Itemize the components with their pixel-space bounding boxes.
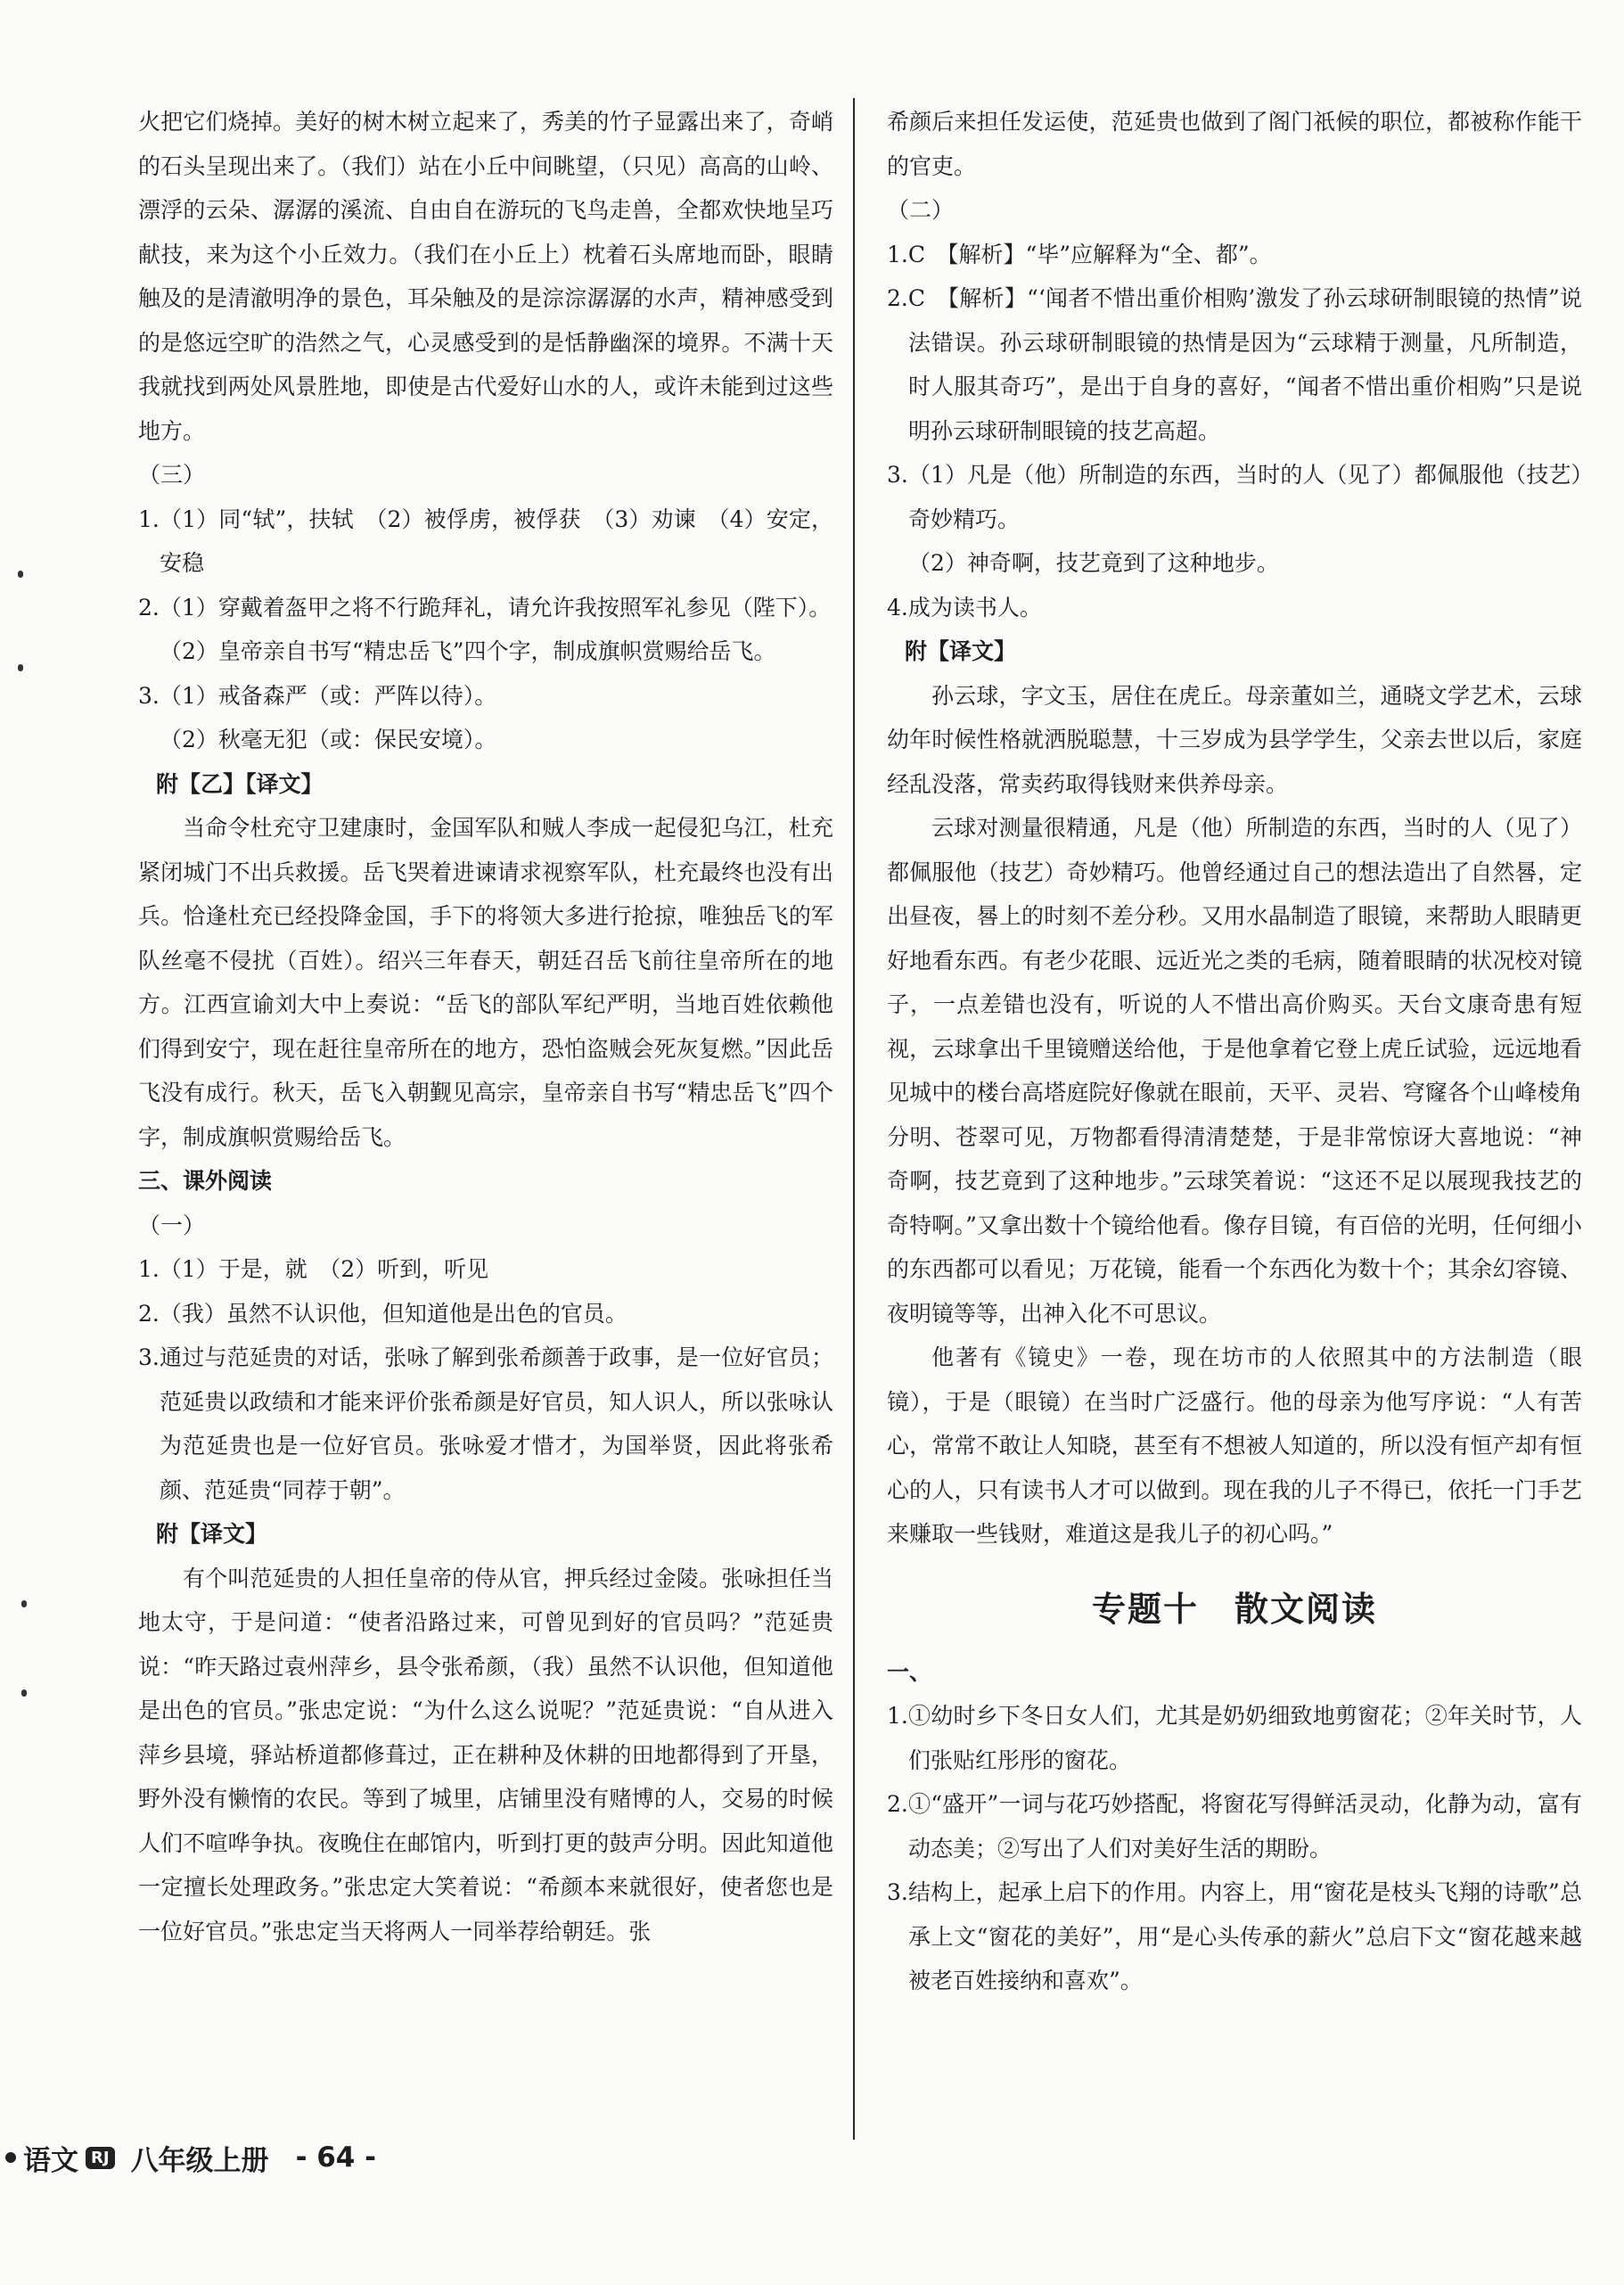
bullet-icon <box>5 2152 16 2163</box>
margin-mark <box>21 1600 27 1607</box>
translation-label: 附【乙】【译文】 <box>156 770 324 797</box>
footer-grade: 八年级上册 <box>130 2144 269 2177</box>
answer-item: 2.（1）穿戴着盔甲之将不行跪拜礼，请允许我按照军礼参见（陛下）。 <box>138 594 832 621</box>
text-paragraph: （二） <box>887 197 955 223</box>
section-heading: 三、课外阅读 <box>138 1168 273 1194</box>
answer-item: 4.成为读书人。 <box>887 594 1042 621</box>
text-paragraph: 当命令杜充守卫建康时，金国军队和贼人李成一起侵犯乌江，杜充紧闭城门不出兵救援。岳飞哭着进谏请求视察军队，杜充最终也没有出兵。恰逢杜充已经投降金国，手下的将领大多进行抢掠，唯独岳飞的军队丝毫不侵扰（百姓）。绍兴三年春天，朝廷召岳飞前往皇帝所在的地方。江西宣谕刘大中上奏说：“岳飞的部队军纪严明，当地百姓依赖他们得到安宁，现在赶往皇帝所在的地方，恐怕盗贼会死灰复燃。”因此岳飞没有成行。秋天，岳飞入朝觐见高宗，皇帝亲自书写“精忠岳飞”四个字，制成旗帜赏赐给岳飞。 <box>138 815 833 1150</box>
translation-label: 附【译文】 <box>156 1521 268 1547</box>
text-paragraph: 有个叫范延贵的人担任皇帝的侍从官，押兵经过金陵。张咏担任当地太守，于是问道：“使者沿路过来，可曾见到好的官员吗？”范延贵说：“昨天路过袁州萍乡，县令张希颜，（我）虽然不认识他，但知道他是出色的官员。”张忠定说：“为什么这么说呢？”范延贵说：“自从进入萍乡县境，驿站桥道都修葺过，正在耕种及休耕的田地都得到了开垦，野外没有懒惰的农民。等到了城里，店铺里没有赌博的人，交易的时候人们不喧哗争执。夜晚住在邮馆内，听到打更的鼓声分明。因此知道他一定擅长处理政务。”张忠定大笑着说：“希颜本来就很好，使者您也是一位好官员。”张忠定当天将两人一同举荐给朝廷。张 <box>138 1565 833 1944</box>
answer-item: 2.（我）虽然不认识他，但知道他是出色的官员。 <box>138 1300 627 1327</box>
answer-item: 1.（1）于是，就 （2）听到，听见 <box>138 1256 489 1282</box>
answer-item: 3.结构上，起承上启下的作用。内容上，用“窗花是枝头飞翔的诗歌”总承上文“窗花的美好”，用“是心头传承的薪火”总启下文“窗花越来越被老百姓接纳和喜欢”。 <box>887 1879 1582 1993</box>
edition-badge: RJ <box>86 2147 115 2169</box>
text-paragraph: （三） <box>138 462 206 488</box>
margin-mark <box>18 571 23 578</box>
text-paragraph: （2）秋毫无犯（或：保民安境）。 <box>160 727 497 752</box>
answer-item: 3.（1）凡是（他）所制造的东西，当时的人（见了）都佩服他（技艺）奇妙精巧。 <box>887 462 1582 532</box>
text-paragraph: （一） <box>138 1212 206 1238</box>
answer-item: 2.C 【解析】“‘闻者不惜出重价相购’激发了孙云球研制眼镜的热情”说法错误。孙云球研制眼镜的热情是因为“云球精于测量，凡所制造，时人服其奇巧”，是出于自身的喜好，“闻者不惜出重价相购”只是说明孙云球研制眼镜的技艺高超。 <box>887 285 1582 444</box>
answer-item: 3.通过与范延贵的对话，张咏了解到张希颜善于政事，是一位好官员；范延贵以政绩和才能来评价张希颜是好官员，知人识人，所以张咏认为范延贵也是一位好官员。张咏爱才惜才，为国举贤，因此将张希颜、范延贵“同荐于朝”。 <box>138 1344 833 1503</box>
footer-subject: 语文 <box>23 2144 78 2177</box>
section-title: 专题十 散文阅读 <box>1091 1589 1377 1629</box>
answer-item: 3.（1）戒备森严（或：严阵以待）。 <box>138 682 497 709</box>
text-paragraph: 希颜后来担任发运使，范延贵也做到了阁门祇候的职位，都被称作能干的官吏。 <box>887 109 1582 179</box>
text-paragraph: 云球对测量很精通，凡是（他）所制造的东西，当时的人（见了）都佩服他（技艺）奇妙精巧。他曾经通过自己的想法造出了自然晷，定出昼夜，晷上的时刻不差分秒。又用水晶制造了眼镜，来帮助人眼睛更好地看东西。有老少花眼、远近光之类的毛病，随着眼睛的状况校对镜子，一点差错也没有，听说的人不惜出高价购买。天台文康奇患有短视，云球拿出千里镜赠送给他，于是他拿着它登上虎丘试验，远远地看见城中的楼台高塔庭院好像就在眼前，天平、灵岩、穹窿各个山峰棱角分明、苍翠可见，万物都看得清清楚楚，于是非常惊讶大喜地说：“神奇啊，技艺竟到了这种地步。”云球笑着说：“这还不足以展现我技艺的奇特啊。”又拿出数十个镜给他看。像存目镜，有百倍的光明，任何细小的东西都可以看见；万花镜，能看一个东西化为数十个；其余幻容镜、夜明镜等等，出神入化不可思议。 <box>887 815 1582 1327</box>
margin-mark <box>18 664 23 671</box>
text-paragraph: （2）神奇啊，技艺竟到了这种地步。 <box>908 550 1279 576</box>
answer-item: 1.①幼时乡下冬日女人们，尤其是奶奶细致地剪窗花；②年关时节，人们张贴红彤彤的窗花。 <box>887 1703 1582 1773</box>
answer-item: 2.①“盛开”一词与花巧妙搭配，将窗花写得鲜活灵动，化静为动，富有动态美；②写出了人们对美好生活的期盼。 <box>887 1791 1582 1862</box>
column-divider <box>853 98 855 2140</box>
page-number: - 64 - <box>295 2141 377 2174</box>
page-footer <box>0 2135 376 2180</box>
left-column <box>138 100 833 1953</box>
answer-item: 1.（1）同“轼”，扶轼 （2）被俘虏，被俘获 （3）劝谏 （4）安定，安稳 <box>138 505 833 576</box>
text-paragraph: 孙云球，字文玉，居住在虎丘。母亲董如兰，通晓文学艺术，云球幼年时候性格就洒脱聪慧，十三岁成为县学学生，父亲去世以后，家庭经乱没落，常卖药取得钱财来供养母亲。 <box>887 682 1582 797</box>
right-column <box>887 100 1582 2003</box>
translation-label: 附【译文】 <box>905 638 1017 664</box>
section-heading: 一、 <box>887 1658 932 1685</box>
text-paragraph: 他著有《镜史》一卷，现在坊市的人依照其中的方法制造（眼镜），于是（眼镜）在当时广泛盛行。他的母亲为他写序说：“人有苦心，常常不敢让人知晓，甚至有不想被人知道的，所以没有恒产却有恒心的人，只有读书人才可以做到。现在我的儿子不得已，依托一门手艺来赚取一些钱财，难道这是我儿子的初心吗。” <box>887 1344 1582 1547</box>
text-paragraph: （2）皇帝亲自书写“精忠岳飞”四个字，制成旗帜赏赐给岳飞。 <box>160 638 776 664</box>
margin-mark <box>21 1689 27 1697</box>
text-paragraph: 火把它们烧掉。美好的树木树立起来了，秀美的竹子显露出来了，奇峭的石头呈现出来了。（我们）站在小丘中间眺望，（只见）高高的山岭、漂浮的云朵、潺潺的溪流、自由自在游玩的飞鸟走兽，全都欢快地呈巧献技，来为这个小丘效力。（我们在小丘上）枕着石头席地而卧，眼睛触及的是清澈明净的景色，耳朵触及的是淙淙潺潺的水声，精神感受到的是悠远空旷的浩然之气，心灵感受到的是恬静幽深的境界。不满十天我就找到两处风景胜地，即使是古代爱好山水的人，或许未能到过这些地方。 <box>138 109 833 444</box>
answer-item: 1.C 【解析】“毕”应解释为“全、都”。 <box>887 241 1272 267</box>
